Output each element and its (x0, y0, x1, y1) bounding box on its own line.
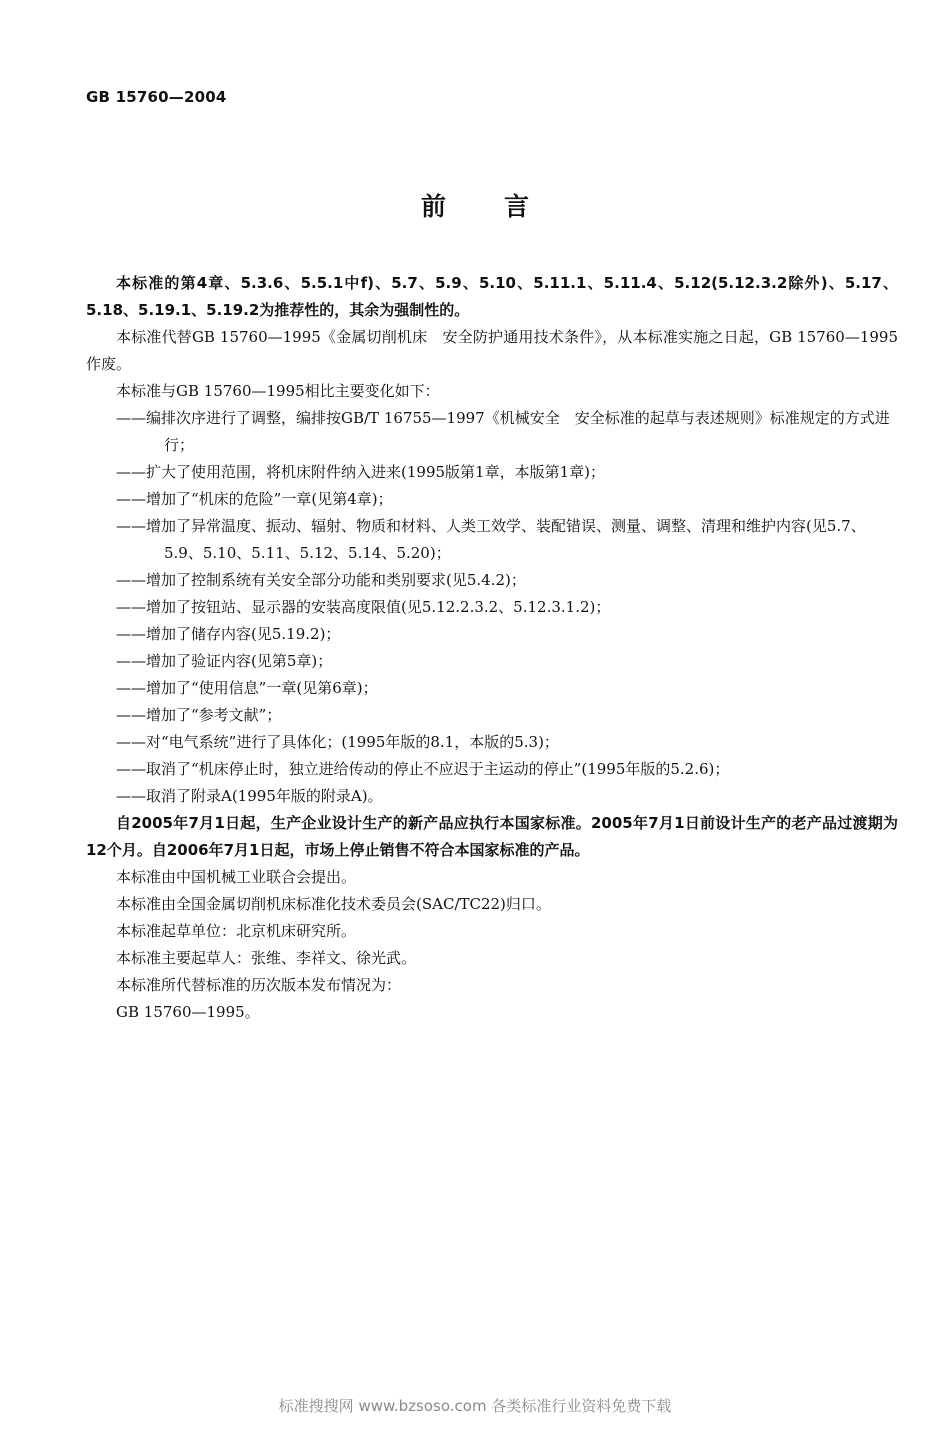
transition-period-paragraph: 自2005年7月1日起，生产企业设计生产的新产品应执行本国家标准。2005年7月1日前设计生产的老产品过渡期为12个月。自2006年7月1日起，市场上停止销售不符合本国家标准的产品。 (86, 814, 898, 859)
change-item: ——增加了“机床的危险”一章(见第4章)； (116, 490, 393, 508)
page-title: 前言 (420, 192, 587, 221)
proposer-paragraph: 本标准由中国机械工业联合会提出。 (116, 868, 357, 886)
drafters-paragraph: 本标准主要起草人：张维、李祥文、徐光武。 (116, 949, 417, 967)
change-item: ——编排次序进行了调整，编排按GB/T 16755—1997《机械安全 安全标准的起草与表述规则》标准规定的方式进行； (116, 409, 890, 454)
change-item: ——增加了“参考文献”； (116, 706, 282, 724)
change-item: ——增加了按钮站、显示器的安装高度限值(见5.12.2.3.2、5.12.3.1.2)； (116, 598, 611, 616)
committee-paragraph: 本标准由全国金属切削机床标准化技术委员会(SAC/TC22)归口。 (116, 895, 551, 913)
history-intro-paragraph: 本标准所代替标准的历次版本发布情况为： (116, 976, 402, 994)
recommended-clauses-paragraph: 本标准的第4章、5.3.6、5.5.1中f)、5.7、5.9、5.10、5.11.1、5.11.4、5.12(5.12.3.2除外)、5.17、5.18、5.19.1、5.19.2为推荐性的，其余为强制性的。 (86, 274, 898, 319)
change-item: ——增加了验证内容(见第5章)； (116, 652, 333, 670)
change-item: ——增加了控制系统有关安全部分功能和类别要求(见5.4.2)； (116, 571, 526, 589)
changes-intro-paragraph: 本标准与GB 15760—1995相比主要变化如下： (116, 382, 440, 400)
change-item: ——增加了异常温度、振动、辐射、物质和材料、人类工效学、装配错误、测量、调整、清理和维护内容(见5.7、5.9、5.10、5.11、5.12、5.14、5.20)； (116, 517, 866, 562)
change-item: ——增加了储存内容(见5.19.2)； (116, 625, 341, 643)
change-item: ——对“电气系统”进行了具体化；(1995年版的8.1，本版的5.3)； (116, 733, 559, 751)
change-item: ——取消了“机床停止时，独立进给传动的停止不应迟于主运动的停止”(1995年版的5.2.6)； (116, 760, 730, 778)
change-item: ——扩大了使用范围，将机床附件纳入进来(1995版第1章，本版第1章)； (116, 463, 605, 481)
change-item: ——取消了附录A(1995年版的附录A)。 (116, 787, 383, 805)
change-item: ——增加了“使用信息”一章(见第6章)； (116, 679, 378, 697)
changes-list (86, 405, 898, 810)
standard-code-header: GB 15760—2004 (86, 88, 227, 106)
history-version-paragraph: GB 15760—1995。 (116, 1003, 260, 1021)
footer-watermark: 标准搜搜网 www.bzsoso.com 各类标准行业资料免费下载 (278, 1397, 672, 1415)
foreword-body (86, 270, 898, 1026)
replacement-paragraph: 本标准代替GB 15760—1995《金属切削机床 安全防护通用技术条件》，从本标准实施之日起，GB 15760—1995作废。 (86, 328, 898, 373)
drafting-unit-paragraph: 本标准起草单位：北京机床研究所。 (116, 922, 357, 940)
